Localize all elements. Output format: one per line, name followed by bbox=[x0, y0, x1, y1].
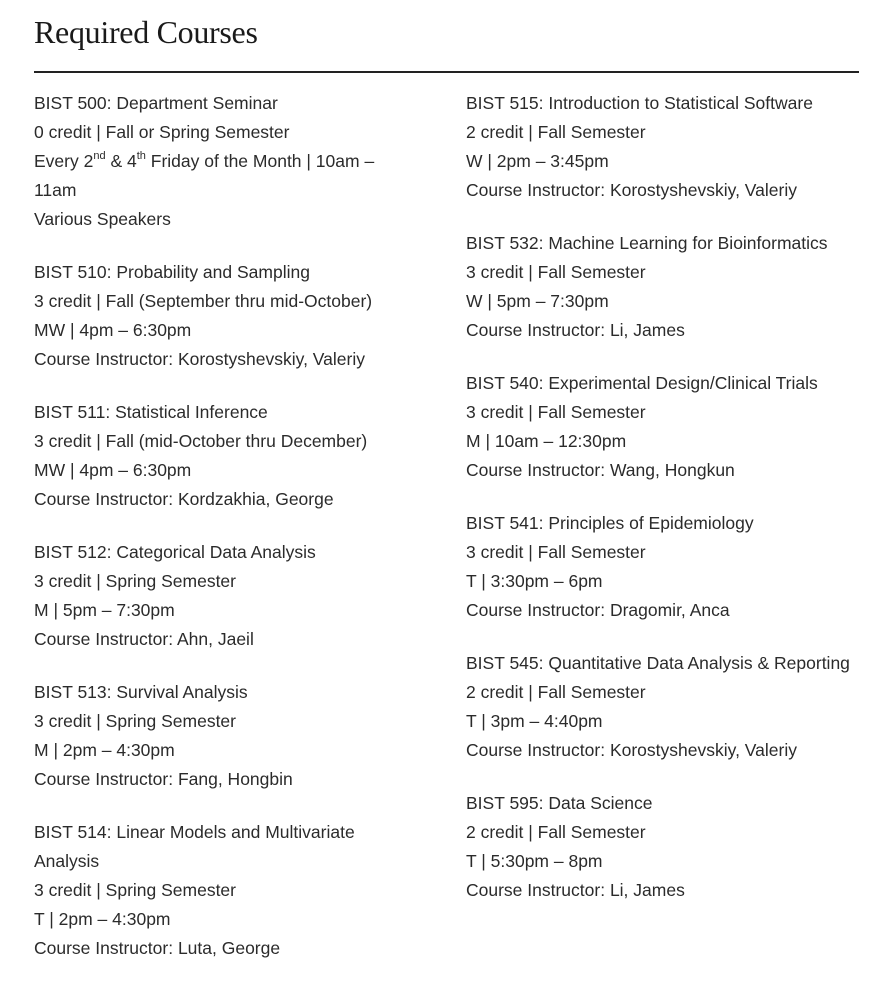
schedule-suffix: Friday of the Month | 10am – 11am bbox=[34, 151, 375, 200]
schedule-middle: & 4 bbox=[105, 151, 137, 171]
course-instructor: Course Instructor: Wang, Hongkun bbox=[466, 460, 735, 480]
course-instructor: Course Instructor: Korostyshevskiy, Valeriy bbox=[466, 740, 797, 760]
course-schedule: MW | 4pm – 6:30pm bbox=[34, 320, 192, 340]
course-title: BIST 500: Department Seminar bbox=[34, 93, 278, 113]
page-content bbox=[34, 0, 859, 958]
course-title: BIST 513: Survival Analysis bbox=[34, 682, 248, 702]
course-title: BIST 510: Probability and Sampling bbox=[34, 262, 310, 282]
page-title: Required Courses bbox=[34, 14, 258, 50]
course-entry-bist-513 bbox=[34, 678, 409, 794]
course-credit: 3 credit | Spring Semester bbox=[34, 571, 236, 591]
course-instructor: Course Instructor: Luta, George bbox=[34, 938, 281, 958]
course-credit: 3 credit | Fall (mid-October thru December) bbox=[34, 431, 368, 451]
course-entry-bist-540 bbox=[466, 369, 859, 485]
course-credit: 3 credit | Fall Semester bbox=[466, 542, 646, 562]
course-title: BIST 545: Quantitative Data Analysis & Reporting bbox=[466, 653, 850, 673]
course-credit: 2 credit | Fall Semester bbox=[466, 822, 646, 842]
course-entry-bist-514 bbox=[34, 818, 409, 963]
course-title: BIST 514: Linear Models and Multivariate Analysis bbox=[34, 822, 355, 871]
course-credit: 2 credit | Fall Semester bbox=[466, 122, 646, 142]
course-instructor: Course Instructor: Ahn, Jaeil bbox=[34, 629, 254, 649]
course-entry-bist-512 bbox=[34, 538, 409, 654]
title-divider bbox=[34, 71, 859, 73]
schedule-prefix: Every 2 bbox=[34, 151, 94, 171]
course-schedule: W | 2pm – 3:45pm bbox=[466, 151, 609, 171]
course-credit: 3 credit | Fall (September thru mid-October) bbox=[34, 291, 373, 311]
course-entry-bist-510 bbox=[34, 258, 409, 374]
course-credit: 3 credit | Fall Semester bbox=[466, 402, 646, 422]
course-schedule: M | 5pm – 7:30pm bbox=[34, 600, 175, 620]
course-credit: 2 credit | Fall Semester bbox=[466, 682, 646, 702]
course-schedule: M | 2pm – 4:30pm bbox=[34, 740, 175, 760]
course-title: BIST 541: Principles of Epidemiology bbox=[466, 513, 754, 533]
ordinal-suffix: nd bbox=[93, 150, 106, 162]
course-instructor: Course Instructor: Dragomir, Anca bbox=[466, 600, 730, 620]
course-title: BIST 540: Experimental Design/Clinical Trials bbox=[466, 373, 818, 393]
course-schedule bbox=[34, 147, 409, 205]
course-entry-bist-500 bbox=[34, 89, 409, 234]
course-entry-bist-545 bbox=[466, 649, 859, 765]
course-credit: 3 credit | Spring Semester bbox=[34, 711, 236, 731]
course-title: BIST 511: Statistical Inference bbox=[34, 402, 268, 422]
course-schedule: T | 5:30pm – 8pm bbox=[466, 851, 603, 871]
course-schedule: T | 2pm – 4:30pm bbox=[34, 909, 171, 929]
course-entry-bist-595 bbox=[466, 789, 859, 905]
course-instructor: Course Instructor: Li, James bbox=[466, 320, 685, 340]
course-schedule: T | 3pm – 4:40pm bbox=[466, 711, 603, 731]
course-credit: 3 credit | Spring Semester bbox=[34, 880, 236, 900]
course-credit: 0 credit | Fall or Spring Semester bbox=[34, 122, 290, 142]
course-entry-bist-515 bbox=[466, 89, 859, 205]
right-course-column bbox=[466, 89, 859, 929]
course-instructor: Course Instructor: Kordzakhia, George bbox=[34, 489, 334, 509]
course-schedule: W | 5pm – 7:30pm bbox=[466, 291, 609, 311]
course-schedule: MW | 4pm – 6:30pm bbox=[34, 460, 192, 480]
course-entry-bist-541 bbox=[466, 509, 859, 625]
course-instructor: Course Instructor: Li, James bbox=[466, 880, 685, 900]
course-title: BIST 532: Machine Learning for Bioinformatics bbox=[466, 233, 828, 253]
course-entry-bist-511 bbox=[34, 398, 409, 514]
course-instructor: Various Speakers bbox=[34, 209, 171, 229]
left-course-column bbox=[34, 89, 409, 987]
ordinal-suffix: th bbox=[136, 150, 146, 162]
course-title: BIST 515: Introduction to Statistical Software bbox=[466, 93, 813, 113]
course-instructor: Course Instructor: Korostyshevskiy, Valeriy bbox=[466, 180, 797, 200]
course-instructor: Course Instructor: Fang, Hongbin bbox=[34, 769, 293, 789]
course-entry-bist-532 bbox=[466, 229, 859, 345]
course-title: BIST 595: Data Science bbox=[466, 793, 653, 813]
course-schedule: M | 10am – 12:30pm bbox=[466, 431, 627, 451]
course-credit: 3 credit | Fall Semester bbox=[466, 262, 646, 282]
course-title: BIST 512: Categorical Data Analysis bbox=[34, 542, 316, 562]
course-instructor: Course Instructor: Korostyshevskiy, Valeriy bbox=[34, 349, 365, 369]
course-schedule: T | 3:30pm – 6pm bbox=[466, 571, 603, 591]
